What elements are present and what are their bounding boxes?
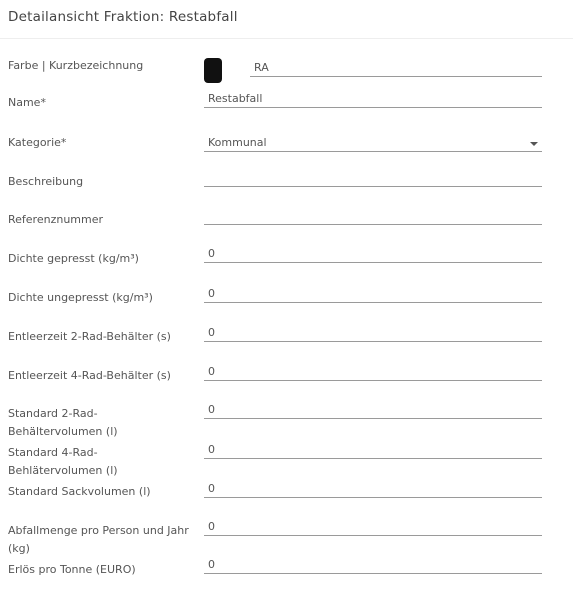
density-unpressed-input[interactable] bbox=[204, 284, 542, 303]
description-input[interactable] bbox=[204, 168, 542, 187]
std-4wheel-value: 0 bbox=[208, 443, 215, 456]
waste-per-person-label: Abfallmenge pro Person und Jahr (kg) bbox=[8, 524, 189, 555]
waste-per-person-value: 0 bbox=[208, 520, 215, 533]
empty-4wheel-label: Entleerzeit 4-Rad-Behälter (s) bbox=[8, 369, 171, 382]
empty-2wheel-label: Entleerzeit 2-Rad-Behälter (s) bbox=[8, 330, 171, 343]
description-label: Beschreibung bbox=[8, 175, 84, 188]
revenue-per-ton-value: 0 bbox=[208, 558, 215, 571]
name-label: Name* bbox=[8, 96, 46, 109]
std-bag-label: Standard Sackvolumen (l) bbox=[8, 485, 151, 498]
density-unpressed-label: Dichte ungepresst (kg/m³) bbox=[8, 291, 153, 304]
empty-2wheel-value: 0 bbox=[208, 326, 215, 339]
category-value: Kommunal bbox=[208, 136, 267, 149]
empty-4wheel-value: 0 bbox=[208, 365, 215, 378]
dropdown-caret-icon bbox=[530, 142, 538, 146]
name-input[interactable] bbox=[204, 89, 542, 108]
short-name-input[interactable] bbox=[250, 58, 542, 77]
reference-label: Referenznummer bbox=[8, 213, 104, 226]
color-swatch[interactable] bbox=[204, 58, 222, 83]
revenue-per-ton-input[interactable] bbox=[204, 555, 542, 574]
std-2wheel-label: Standard 2-Rad-Behältervolumen (l) bbox=[8, 407, 118, 438]
density-pressed-input[interactable] bbox=[204, 244, 542, 263]
short-name-value: RA bbox=[254, 61, 269, 74]
density-pressed-value: 0 bbox=[208, 247, 215, 260]
revenue-per-ton-label: Erlös pro Tonne (EURO) bbox=[8, 563, 136, 576]
std-2wheel-input[interactable] bbox=[204, 400, 542, 419]
name-value: Restabfall bbox=[208, 92, 263, 105]
color-short-label: Farbe | Kurzbezeichnung bbox=[8, 59, 144, 72]
std-bag-value: 0 bbox=[208, 482, 215, 495]
std-bag-input[interactable] bbox=[204, 479, 542, 498]
std-2wheel-value: 0 bbox=[208, 403, 215, 416]
waste-per-person-input[interactable] bbox=[204, 517, 542, 536]
page-title: Detailansicht Fraktion: Restabfall bbox=[8, 9, 238, 25]
category-select[interactable] bbox=[204, 133, 542, 152]
density-pressed-label: Dichte gepresst (kg/m³) bbox=[8, 252, 139, 265]
empty-2wheel-input[interactable] bbox=[204, 323, 542, 342]
std-4wheel-label: Standard 4-Rad-Behlätervolumen (l) bbox=[8, 446, 118, 477]
std-4wheel-input[interactable] bbox=[204, 440, 542, 459]
reference-input[interactable] bbox=[204, 206, 542, 225]
empty-4wheel-input[interactable] bbox=[204, 362, 542, 381]
category-label: Kategorie* bbox=[8, 136, 67, 149]
density-unpressed-value: 0 bbox=[208, 287, 215, 300]
page-header bbox=[0, 0, 573, 39]
